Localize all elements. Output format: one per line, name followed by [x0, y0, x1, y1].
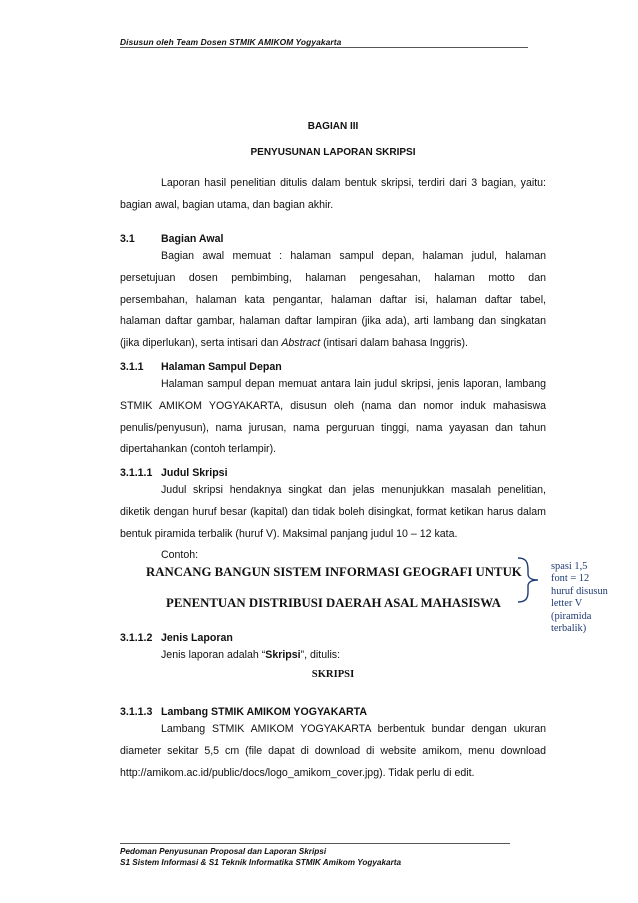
jenis-laporan-example: SKRIPSI [311, 669, 355, 680]
side-note-line: terbalik) [551, 623, 587, 635]
body-line: bentuk piramida terbalik (huruf V). Maksimal panjang judul 10 – 12 kata. [120, 527, 458, 540]
side-note-line: font = 12 [551, 573, 590, 585]
section-3-1-1-2-body [120, 645, 546, 667]
body-line: diketik dengan huruf besar (kapital) dan tidak boleh disingkat, format ketikan harus dalam [120, 505, 546, 518]
section-3-1-1-1-body [120, 480, 546, 567]
section-title: Bagian Awal [161, 233, 224, 245]
section-heading-3-1 [120, 233, 546, 245]
body-line: dipertahankan (contoh terlampir). [120, 443, 277, 456]
body-line: http://amikom.ac.id/public/docs/logo_amikom_cover.jpg). Tidak perlu di edit. [120, 766, 475, 779]
text-run: (jika diperlukan), serta intisari dan [120, 337, 282, 350]
section-title: Halaman Sampul Depan [161, 361, 282, 373]
body-line: halaman daftar gambar, halaman daftar lampiran (jika ada), arti lambang dan singkatan [120, 315, 546, 328]
body-line: Lambang STMIK AMIKOM YOGYAKARTA berbentuk bundar dengan ukuran [161, 723, 546, 735]
side-note [551, 561, 637, 635]
section-title: Jenis Laporan [161, 632, 233, 644]
side-note-line: letter V [551, 598, 583, 610]
example-title-line-2: PENENTUAN DISTRIBUSI DAERAH ASAL MAHASISWA [166, 596, 501, 610]
text-run: ”, ditulis: [300, 649, 341, 661]
curly-brace-icon [516, 556, 550, 604]
body-line: Judul skripsi hendaknya singkat dan jelas menunjukkan masalah penelitian, [161, 484, 546, 496]
body-line: persembahan, halaman kata pengantar, halaman daftar isi, halaman daftar tabel, [120, 293, 546, 306]
section-title: Judul Skripsi [161, 467, 228, 479]
section-3-1-body [120, 246, 546, 355]
section-number: 3.1.1.2 [120, 632, 153, 644]
section-number: 3.1 [120, 233, 135, 245]
skripsi-bold: Skripsi [265, 649, 301, 661]
chapter-title: BAGIAN III [307, 121, 359, 132]
body-line: diameter sekitar 5,5 cm (file dapat di download di website amikom, menu download [120, 744, 546, 757]
section-number: 3.1.1.1 [120, 467, 153, 479]
footer-divider [120, 843, 510, 844]
section-title: Lambang STMIK AMIKOM YOGYAKARTA [161, 706, 367, 718]
section-3-1-1-3-body [120, 719, 546, 784]
body-line: Halaman sampul depan memuat antara lain judul skripsi, jenis laporan, lambang [161, 378, 546, 390]
page-header: Disusun oleh Team Dosen STMIK AMIKOM Yogyakarta [120, 37, 342, 47]
section-number: 3.1.1.3 [120, 706, 153, 718]
contoh-label: Contoh: [161, 549, 199, 562]
abstract-italic: Abstract [281, 337, 321, 350]
body-line: Bagian awal memuat : halaman sampul depan, halaman judul, halaman [161, 250, 546, 262]
section-3-1-1-body [120, 374, 546, 461]
side-note-line: spasi 1,5 [551, 561, 588, 572]
side-note-line: huruf disusun [551, 585, 608, 597]
footer-line-2: S1 Sistem Informasi & S1 Teknik Informatika STMIK Amikom Yogyakarta [120, 858, 402, 867]
section-heading-3-1-1-2 [120, 632, 546, 644]
body-line [120, 333, 546, 355]
section-number: 3.1.1 [120, 361, 144, 373]
side-note-line: (piramida [551, 610, 592, 622]
section-heading-3-1-1-3 [120, 706, 546, 718]
body-line: penulis/penyusun), nama jurusan, nama perguruan tinggi, nama yayasan dan tahun [120, 421, 546, 434]
body-line: STMIK AMIKOM YOGYAKARTA, disusun oleh (nama dan nomor induk mahasiswa [120, 399, 546, 412]
intro-paragraph [120, 173, 546, 217]
header-divider [120, 47, 528, 48]
text-run: (intisari dalam bahasa Inggris). [320, 337, 468, 350]
section-heading-3-1-1-1 [120, 467, 546, 479]
intro-line: bagian awal, bagian utama, dan bagian akhir. [120, 198, 334, 211]
footer-line-1: Pedoman Penyusunan Proposal dan Laporan Skripsi [120, 847, 327, 856]
intro-line: Laporan hasil penelitian ditulis dalam bentuk skripsi, terdiri dari 3 bagian, yaitu: [161, 177, 546, 189]
example-title-line-1: RANCANG BANGUN SISTEM INFORMASI GEOGRAFI UNTUK [146, 565, 522, 579]
chapter-subtitle: PENYUSUNAN LAPORAN SKRIPSI [250, 147, 416, 158]
text-run: Jenis laporan adalah “ [161, 649, 266, 661]
section-heading-3-1-1 [120, 361, 546, 373]
body-line: persetujuan dosen pembimbing, halaman pengesahan, halaman motto dan [120, 271, 546, 284]
body-line [120, 645, 546, 667]
